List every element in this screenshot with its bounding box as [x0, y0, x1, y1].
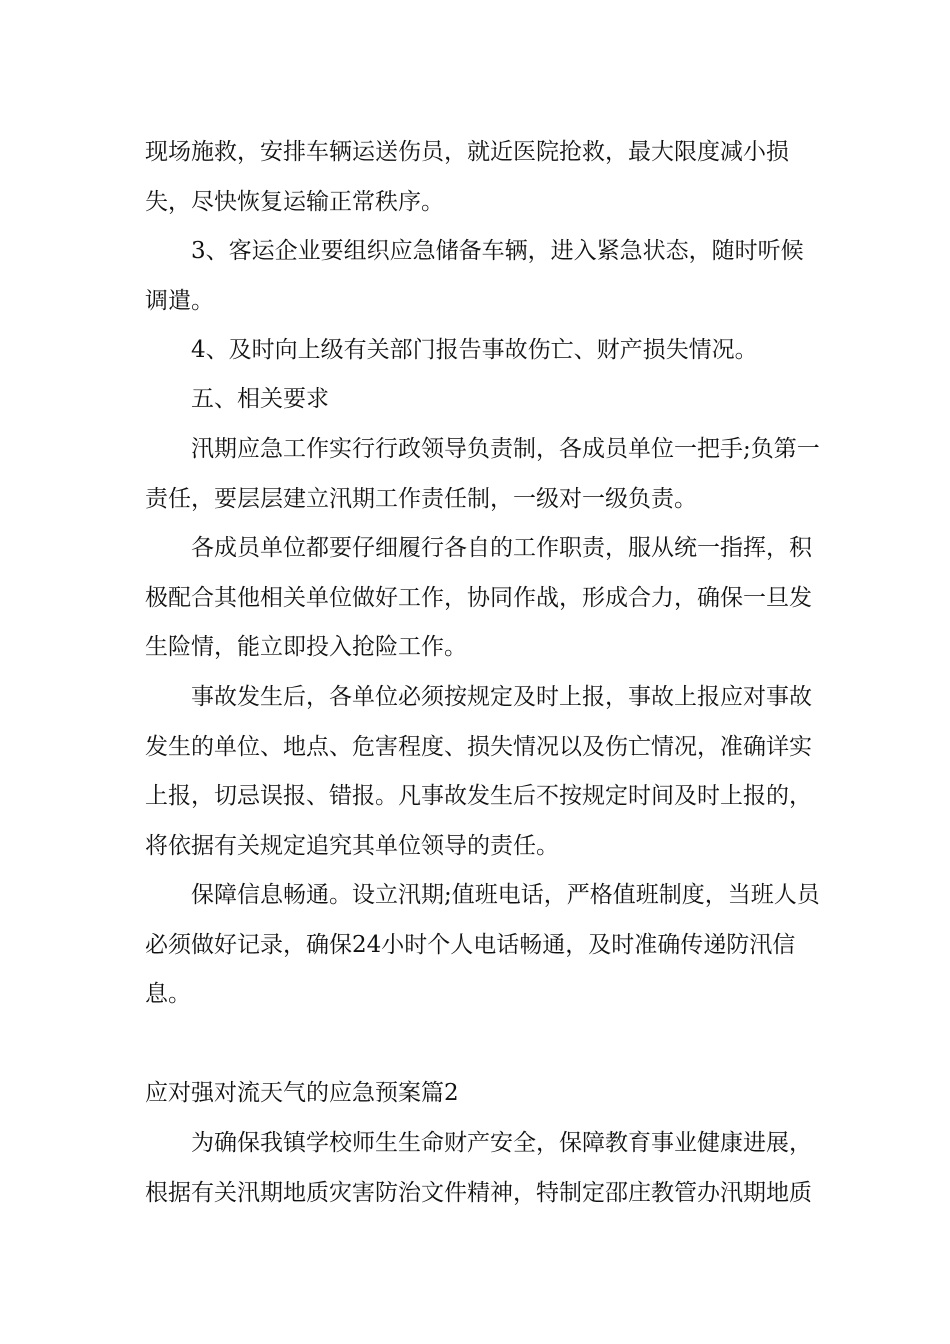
paragraph-reporting: 事故发生后，各单位必须按规定及时上报，事故上报应对事故发生的单位、地点、危害程度、损失情况以及伤亡情况，准确详实上报，切忌误报、错报。凡事故发生后不按规定时间及时上报的，将依据有关规定追究其单位领导的责任。	[145, 684, 812, 859]
paragraph-item-4: 4、及时向上级有关部门报告事故伤亡、财产损失情况。	[191, 337, 758, 363]
paragraph-responsibility: 汛期应急工作实行行政领导负责制，各成员单位一把手;负第一责任，要层层建立汛期工作责任制，一级对一级负责。	[145, 436, 820, 512]
paragraph-item-3: 3、客运企业要组织应急储备车辆，进入紧急状态，随时听候调遣。	[145, 238, 804, 314]
paragraph-communication: 保障信息畅通。设立汛期;值班电话，严格值班制度，当班人员必须做好记录，确保24小时个人电话畅通，及时准确传递防汛信息。	[145, 882, 820, 1007]
paragraph-duties: 各成员单位都要仔细履行各自的工作职责，服从统一指挥，积极配合其他相关单位做好工作，协同作战，形成合力，确保一旦发生险情，能立即投入抢险工作。	[145, 535, 812, 660]
section-heading-requirements: 五、相关要求	[191, 386, 329, 412]
paragraph-rescue: 现场施救，安排车辆运送伤员，就近医院抢救，最大限度减小损失，尽快恢复运输正常秩序。	[145, 139, 789, 215]
paragraph-part2-intro: 为确保我镇学校师生生命财产安全，保障教育事业健康进展，根据有关汛期地质灾害防治文件精神，特制定邵庄教管办汛期地质	[145, 1130, 812, 1206]
section-title-part2: 应对强对流天气的应急预案篇2	[145, 1080, 459, 1106]
